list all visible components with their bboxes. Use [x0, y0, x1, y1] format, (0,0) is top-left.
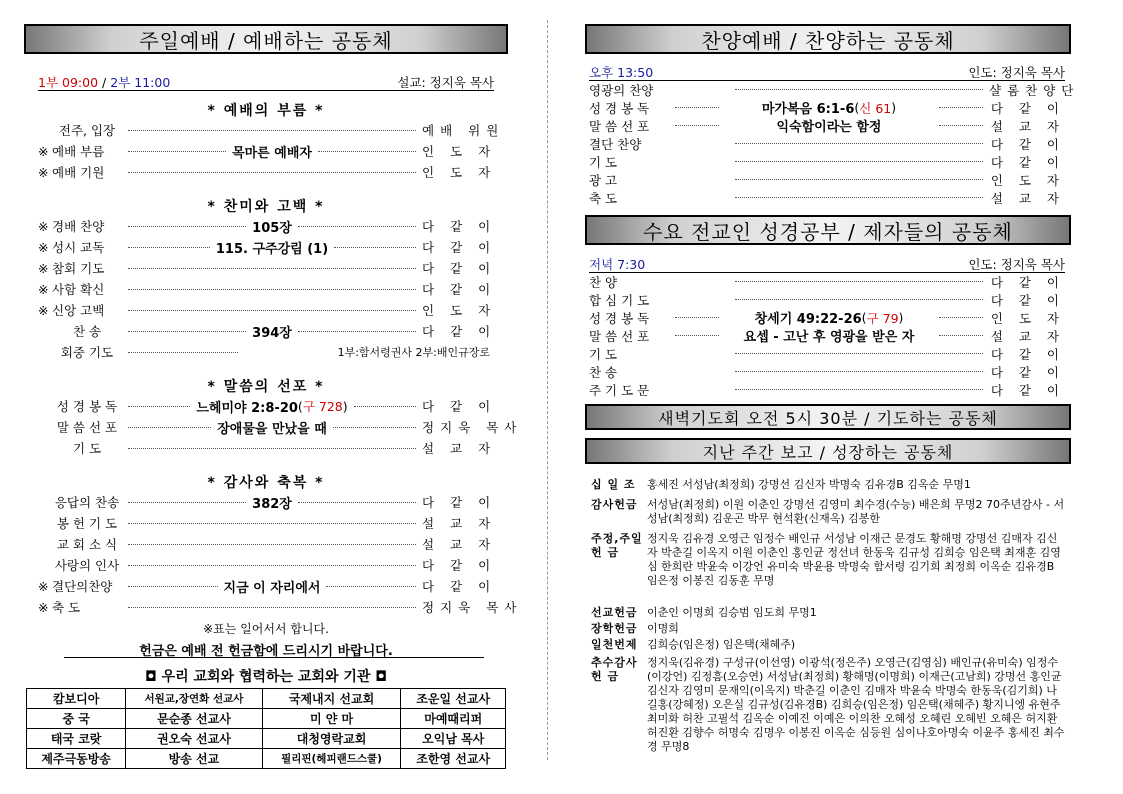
order-role: 다 같 이	[422, 219, 497, 234]
time-separator: /	[102, 74, 107, 90]
order-role: 다 같 이	[990, 136, 1065, 152]
order-role: 다 같 이	[990, 382, 1065, 398]
order-role: 설 교 자	[990, 328, 1066, 344]
partner-cell: 미 얀 마	[262, 709, 401, 729]
stand-mark: ※	[38, 599, 49, 615]
order-label: 사랑의 인사	[54, 558, 120, 573]
partner-cell: 제주극동방송	[27, 749, 126, 769]
stand-mark: ※	[38, 143, 49, 159]
partner-table	[26, 688, 506, 769]
order-role: 다 같 이	[422, 282, 497, 297]
order-row	[589, 153, 1065, 170]
stand-mark: ※	[38, 281, 49, 297]
banner-text: 수요 전교인 성경공부 / 제자들의 공동체	[643, 219, 1013, 244]
dot-leader	[128, 448, 416, 449]
order-label: 기 도	[72, 441, 102, 456]
sunday-service-banner	[24, 24, 508, 54]
order-role: 1부:함서령권사 2부:배인규장로	[337, 346, 490, 359]
paren-open: (	[861, 310, 867, 325]
wednesday-banner	[585, 215, 1071, 245]
report-entry	[591, 606, 1067, 620]
section-word-proclamation: * 말씀의 선포 *	[207, 379, 325, 395]
dot-leader	[128, 565, 416, 566]
dot-leader	[128, 151, 226, 152]
dawn-prayer-banner	[585, 404, 1071, 430]
report-key: 일천번제	[591, 638, 638, 651]
order-content: 느헤미야 2:8-20	[196, 400, 298, 416]
order-role: 다 같 이	[990, 292, 1065, 308]
stand-mark: ※	[38, 302, 49, 318]
partner-cell: 대청영락교회	[262, 729, 401, 749]
order-label: 예배 부름	[52, 144, 105, 159]
order-role: 예배 위원	[422, 123, 505, 138]
partner-row	[27, 729, 506, 749]
order-content: 115. 구주강림 (1)	[215, 241, 329, 257]
first-service-time: 1부 09:00	[38, 75, 99, 90]
report-key: 십 일 조	[591, 478, 636, 491]
order-label: 전주, 입장	[58, 123, 116, 138]
wed-time-row	[589, 256, 1065, 272]
dot-leader	[128, 352, 238, 353]
paren-close: )	[891, 100, 897, 115]
stand-mark: ※	[38, 578, 49, 594]
order-row	[38, 534, 497, 554]
order-label: 성 경 봉 독	[589, 310, 650, 326]
sermon-by: 설교: 정지욱 목사	[397, 75, 494, 90]
scripture-ref: 신 61	[859, 100, 892, 116]
order-label: 결단의찬양	[52, 579, 113, 594]
report-key: 감사헌금	[591, 498, 638, 511]
order-row	[38, 492, 497, 512]
stand-mark: ※	[38, 218, 49, 234]
scripture-ref: 구 79	[866, 310, 899, 326]
section-praise-confession: * 찬미와 고백 *	[207, 199, 325, 215]
order-role: 다 같 이	[422, 579, 497, 594]
second-service-time: 2부 11:00	[110, 75, 171, 90]
scripture-ref: 구 728	[302, 399, 343, 414]
partner-cell: 방송 선교	[126, 749, 262, 769]
order-row	[38, 216, 497, 236]
order-row	[38, 396, 497, 416]
dot-leader	[128, 172, 416, 173]
dot-leader	[735, 179, 983, 180]
dot-leader	[128, 427, 211, 428]
order-label: 찬 송	[589, 364, 618, 380]
order-row	[589, 117, 1065, 134]
order-label: 찬 송	[72, 324, 102, 339]
order-role: 설 교 자	[422, 516, 497, 531]
order-row	[38, 321, 497, 341]
order-role: 다 같 이	[422, 324, 497, 339]
partner-cell: 중 국	[27, 709, 126, 729]
order-row	[589, 381, 1065, 398]
order-label: 광 고	[589, 172, 618, 188]
dot-leader	[128, 544, 416, 545]
order-role: 인 도 자	[422, 144, 497, 159]
order-row	[589, 171, 1065, 188]
center-divider	[547, 20, 548, 760]
dot-leader	[939, 317, 983, 318]
order-role: 다 같 이	[990, 364, 1065, 380]
report-key: 장학헌금	[591, 622, 638, 635]
dot-leader	[939, 107, 983, 108]
order-role: 다 같 이	[422, 261, 497, 276]
dot-leader	[128, 226, 246, 227]
stand-mark: ※	[38, 164, 49, 180]
order-role: 다 같 이	[422, 558, 497, 573]
order-row	[589, 345, 1065, 362]
partner-row	[27, 749, 506, 769]
order-row	[38, 300, 497, 320]
report-entry	[591, 478, 1067, 492]
dot-leader	[735, 281, 983, 282]
dot-leader	[735, 143, 983, 144]
order-label: 참회 기도	[52, 261, 105, 276]
order-role: 다 같 이	[990, 274, 1065, 290]
dot-leader	[128, 607, 416, 608]
banner-text: 새벽기도회 오전 5시 30분 / 기도하는 공동체	[658, 408, 998, 428]
standing-note: ※표는 일어서서 합니다.	[203, 622, 329, 636]
dot-leader	[675, 317, 719, 318]
order-role: 다 같 이	[990, 346, 1065, 362]
order-label: 성 경 봉 독	[56, 399, 118, 414]
order-label: 찬 양	[589, 274, 618, 290]
order-row	[589, 99, 1065, 116]
order-label: 신앙 고백	[52, 303, 105, 318]
dot-leader	[735, 89, 983, 90]
report-value: 정지욱 김유경 오영근 임정수 배인규 서성남 이재근 문경도 황해명 강명선 김매자 김신자 박춘길 이옥지 이원 이춘인 홍인균 정선녀 한동욱 김규성 김희승 임은택 최재훈 김영심 한희란 박윤숙 이강언 유미숙 박윤용 박명숙 함서령 김기희 최정희 이옥순 김유경B 임은정 이봉진 김동훈 무명	[647, 532, 1061, 587]
order-content: 105장	[252, 220, 292, 236]
order-row	[38, 576, 497, 596]
report-key: 선교헌금	[591, 606, 638, 619]
dot-leader	[128, 406, 190, 407]
paren-close: )	[898, 310, 904, 325]
report-entry	[591, 638, 1067, 652]
order-role: 설 교 자	[990, 118, 1065, 134]
report-entry	[591, 622, 1067, 636]
partner-cell: 오익남 목사	[401, 729, 506, 749]
order-role: 다 같 이	[422, 495, 497, 510]
order-role: 다 같 이	[990, 154, 1065, 170]
partner-cell: 태국 코랏	[27, 729, 126, 749]
order-row	[38, 417, 523, 437]
order-row	[589, 291, 1065, 308]
dot-leader	[128, 289, 416, 290]
order-label: 회중 기도	[60, 345, 114, 360]
report-key: 추수감사 헌 금	[591, 656, 638, 683]
time-underline	[38, 90, 494, 91]
order-label: 봉 헌 기 도	[56, 516, 118, 531]
order-label: 합 심 기 도	[589, 292, 650, 308]
order-role: 설 교 자	[422, 537, 497, 552]
order-role: 설 교 자	[422, 441, 497, 456]
weekly-report-banner	[585, 438, 1071, 464]
partner-row	[27, 689, 506, 709]
offering-note: 헌금은 예배 전 헌금함에 드리시기 바랍니다.	[139, 644, 393, 659]
order-row	[589, 189, 1065, 206]
order-content: 394장	[252, 325, 292, 341]
paren-open: (	[297, 398, 303, 414]
order-label: 교 회 소 식	[56, 537, 118, 552]
dot-leader	[675, 125, 719, 126]
dot-leader	[675, 107, 719, 108]
order-content: 요셉 - 고난 후 영광을 받은 자	[743, 330, 915, 345]
wed-leader: 인도: 정지욱 목사	[968, 257, 1065, 272]
order-row	[38, 555, 497, 575]
pm-time-row	[589, 64, 1065, 80]
order-row	[589, 135, 1065, 152]
banner-text: 주일예배 / 예배하는 공동체	[139, 28, 393, 53]
order-content: 382장	[252, 496, 292, 512]
order-label: 성시 교독	[52, 240, 105, 255]
report-value: 홍세진 서성남(최정희) 강명선 김신자 박명숙 김유경B 김옥순 무명1	[647, 478, 971, 491]
order-label: 주 기 도 문	[589, 382, 650, 398]
partner-cell: 조운일 선교사	[401, 689, 506, 709]
report-value: 이춘인 이명희 김승범 임도희 무명1	[647, 606, 817, 619]
order-role: 인 도 자	[422, 165, 497, 180]
order-role: 인 도 자	[990, 310, 1066, 326]
partner-title: ◘ 우리 교회와 협력하는 교회와 기관 ◘	[144, 669, 388, 685]
order-label: 말 씀 선 포	[56, 420, 118, 435]
order-role: 인 도 자	[990, 172, 1065, 188]
order-role: 다 같 이	[990, 100, 1065, 116]
order-row	[38, 162, 497, 182]
order-label: 기 도	[589, 346, 618, 362]
stand-mark: ※	[38, 260, 49, 276]
order-row	[38, 342, 490, 362]
order-row	[589, 273, 1065, 290]
dot-leader	[298, 226, 416, 227]
partner-cell: 권오숙 선교사	[126, 729, 262, 749]
pm-leader: 인도: 정지욱 목사	[968, 65, 1065, 80]
dot-leader	[735, 371, 983, 372]
dot-leader	[128, 247, 210, 248]
order-label: 응답의 찬송	[54, 495, 120, 510]
order-row	[38, 597, 523, 617]
order-row	[589, 81, 1080, 98]
service-time-row	[38, 72, 494, 92]
pm-time: 오후 13:50	[589, 65, 654, 80]
order-content: 장애물을 만났을 때	[217, 421, 327, 437]
order-label: 사함 확신	[52, 282, 105, 297]
report-value: 김희승(임은정) 임은택(채혜주)	[647, 638, 796, 651]
report-value: 정지욱(김유경) 구성규(이선영) 이광석(정은주) 오영근(김영심) 배인규(유미숙) 임정수(이강언) 김정흠(오승연) 서성남(최정희) 황해명(이명희) 이재근(고남희) 강명선 홍인균 김신자 김영미 문재익(이옥지) 박춘길 이춘인 김매자 박윤숙 박명숙 한동욱(김기희) 나길홍(강혜정) 오은실 김규성(김유경B) 김희승(임은정) 임은택(채혜주) 황지니엥 유현주 최미화 허찬 고필석 김옥순 이예진 이예은 이의찬 오혜성 오혜린 오혜빈 오혜은 허지환 허진환 김향수 허명숙 김명우 이봉진 이옥순 심등원 심이나호아명숙 이윤주 홍세진 최수경 무명8	[647, 656, 1065, 753]
dot-leader	[334, 247, 416, 248]
order-content: 창세기 49:22-26	[754, 312, 862, 327]
dot-leader	[128, 268, 416, 269]
dot-leader	[735, 389, 983, 390]
order-role: 설 교 자	[990, 190, 1065, 206]
dot-leader	[939, 335, 983, 336]
order-label: 말 씀 선 포	[589, 118, 650, 134]
order-row	[38, 513, 497, 533]
order-label: 말 씀 선 포	[589, 328, 650, 344]
order-row	[38, 438, 497, 458]
report-entry	[591, 532, 1067, 588]
praise-service-banner	[585, 24, 1071, 54]
order-row	[38, 237, 497, 257]
dot-leader	[128, 586, 218, 587]
order-content: 지금 이 자리에서	[223, 580, 321, 596]
report-value: 서성남(최정희) 이원 이춘인 강명선 김영미 최수경(수능) 배은희 무명2 70주년감사 - 서성남(최정희) 김운곤 박무 현석환(신재옥) 김봉한	[647, 498, 1065, 525]
report-entry	[591, 498, 1067, 526]
order-row	[38, 120, 505, 140]
order-row	[38, 141, 497, 161]
dot-leader	[128, 310, 416, 311]
dot-leader	[128, 331, 246, 332]
partner-cell: 서원교,장연화 선교사	[126, 689, 262, 709]
banner-text: 찬양예배 / 찬양하는 공동체	[701, 28, 955, 53]
order-label: 축 도	[589, 190, 618, 206]
report-key: 주정,주일 헌 금	[591, 532, 643, 559]
partner-cell: 필리핀(헤피랜드스쿨)	[262, 749, 401, 769]
dot-leader	[675, 335, 719, 336]
paren-open: (	[854, 100, 860, 115]
order-label: 축 도	[52, 600, 81, 615]
dot-leader	[735, 299, 983, 300]
order-role: 다 같 이	[422, 399, 497, 414]
order-content: 익숙함이라는 함정	[776, 120, 882, 135]
order-role: 정지욱 목사	[422, 420, 523, 435]
wed-time: 저녁 7:30	[589, 257, 646, 272]
order-role: 샬롬찬양단	[989, 82, 1080, 98]
offering-underline	[64, 657, 484, 658]
partner-row	[27, 709, 506, 729]
order-row	[589, 363, 1065, 380]
dot-leader	[128, 523, 416, 524]
order-label: 결단 찬양	[589, 136, 642, 152]
section-thanks-blessing: * 감사와 축복 *	[207, 475, 325, 491]
banner-text: 지난 주간 보고 / 성장하는 공동체	[702, 442, 954, 462]
order-label: 성 경 봉 독	[589, 100, 650, 116]
report-value: 이명희	[647, 622, 679, 635]
stand-mark: ※	[38, 239, 49, 255]
dot-leader	[326, 586, 416, 587]
order-label: 영광의 찬양	[589, 82, 654, 98]
partner-cell: 마예때리퍼	[401, 709, 506, 729]
dot-leader	[318, 151, 416, 152]
partner-cell: 캄보디아	[27, 689, 126, 709]
order-content: 목마른 예배자	[232, 145, 312, 161]
order-label: 예배 기원	[52, 165, 105, 180]
partner-cell: 문순종 선교사	[126, 709, 262, 729]
dot-leader	[298, 502, 416, 503]
dot-leader	[939, 125, 983, 126]
dot-leader	[333, 427, 416, 428]
order-label: 기 도	[589, 154, 618, 170]
dot-leader	[298, 331, 416, 332]
order-role: 다 같 이	[422, 240, 497, 255]
order-row	[589, 309, 1065, 326]
dot-leader	[735, 161, 983, 162]
order-role: 인 도 자	[422, 303, 497, 318]
order-row	[38, 258, 497, 278]
order-row	[38, 279, 497, 299]
order-label: 경배 찬양	[52, 219, 105, 234]
partner-cell: 조한영 선교사	[401, 749, 506, 769]
dot-leader	[735, 197, 983, 198]
partner-cell: 국제내지 선교회	[262, 689, 401, 709]
section-call-to-worship: * 예배의 부름 *	[207, 103, 325, 119]
dot-leader	[128, 502, 246, 503]
dot-leader	[354, 406, 416, 407]
dot-leader	[128, 130, 416, 131]
order-content: 마가복음 6:1-6	[761, 102, 855, 117]
order-role: 정지욱 목사	[422, 600, 523, 615]
paren-close: )	[342, 398, 348, 414]
report-entry	[591, 656, 1067, 754]
order-row	[589, 327, 1065, 344]
dot-leader	[735, 353, 983, 354]
